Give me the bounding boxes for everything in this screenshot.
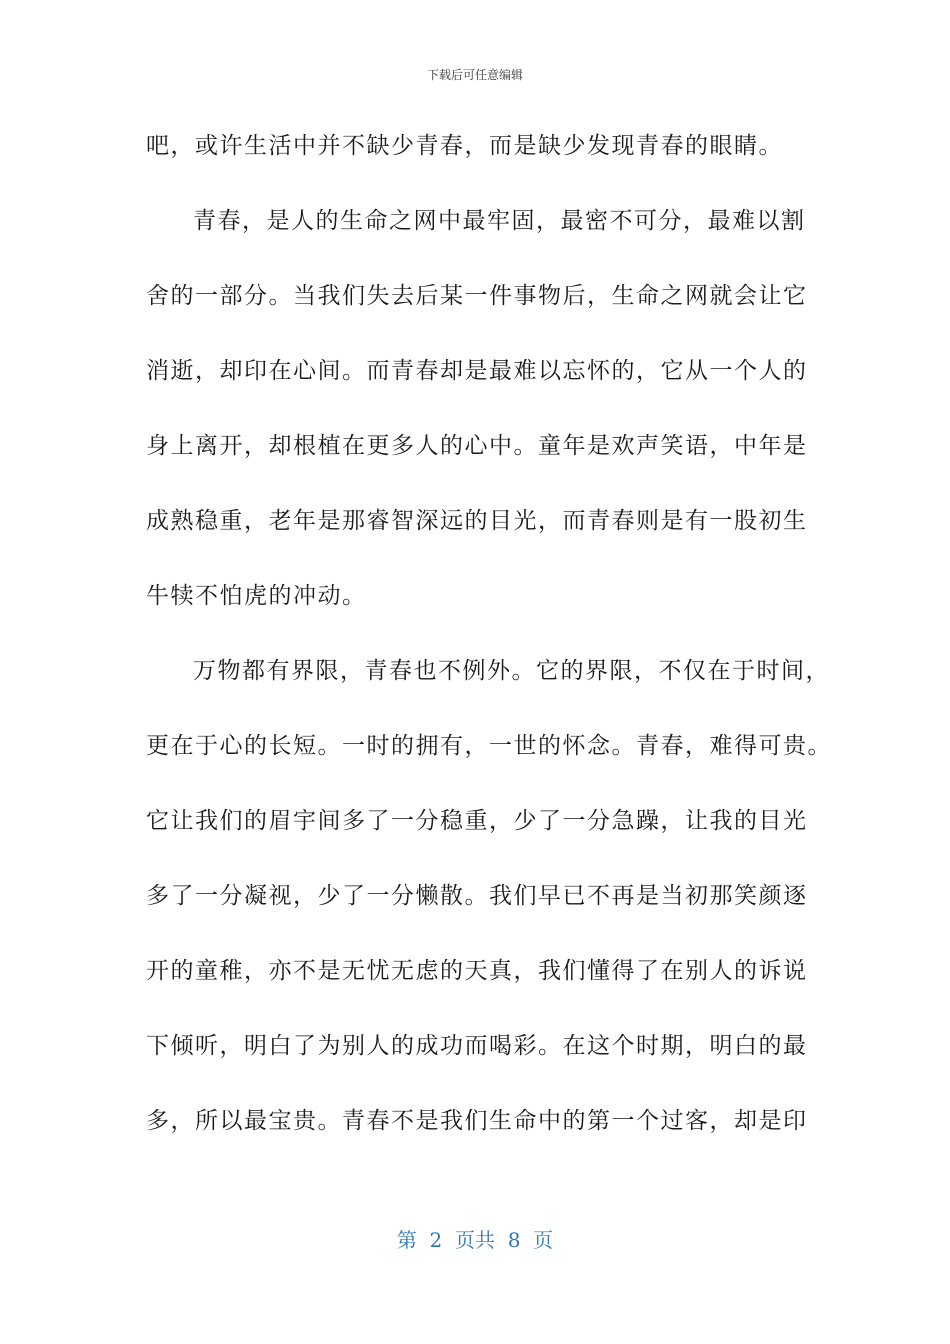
body-text <box>146 120 832 1170</box>
text-line: 多，所以最宝贵。青春不是我们生命中的第一个过客，却是印 <box>146 1108 808 1134</box>
text-line: 身上离开，却根植在更多人的心中。童年是欢声笑语，中年是 <box>146 433 808 459</box>
text-line: 下倾听，明白了为别人的成功而喝彩。在这个时期，明白的最 <box>146 1033 808 1059</box>
text-line: 吧，或许生活中并不缺少青春，而是缺少发现青春的眼睛。 <box>146 133 783 159</box>
text-line: 牛犊不怕虎的冲动。 <box>146 583 367 609</box>
text-line: 更在于心的长短。一时的拥有，一世的怀念。青春，难得可贵。 <box>146 733 832 759</box>
text-line: 舍的一部分。当我们失去后某一件事物后，生命之网就会让它 <box>146 283 808 309</box>
paragraph-start-line: 青春，是人的生命之网中最牢固，最密不可分，最难以割 <box>193 208 806 234</box>
text-line: 消逝，却印在心间。而青春却是最难以忘怀的，它从一个人的 <box>146 358 808 384</box>
text-line: 多了一分凝视，少了一分懒散。我们早已不再是当初那笑颜逐 <box>146 883 808 909</box>
paragraph-start-line: 万物都有界限，青春也不例外。它的界限，不仅在于时间， <box>193 658 830 684</box>
text-line: 开的童稚，亦不是无忧无虑的天真，我们懂得了在别人的诉说 <box>146 958 808 984</box>
page-header <box>0 66 950 83</box>
page-footer <box>0 1224 950 1253</box>
text-line: 成熟稳重，老年是那睿智深远的目光，而青春则是有一股初生 <box>146 508 808 534</box>
header-note: 下载后可任意编辑 <box>426 68 523 82</box>
page-number: 第 2 页共 8 页 <box>396 1228 554 1252</box>
text-line: 它让我们的眉宇间多了一分稳重，少了一分急躁，让我的目光 <box>146 808 808 834</box>
